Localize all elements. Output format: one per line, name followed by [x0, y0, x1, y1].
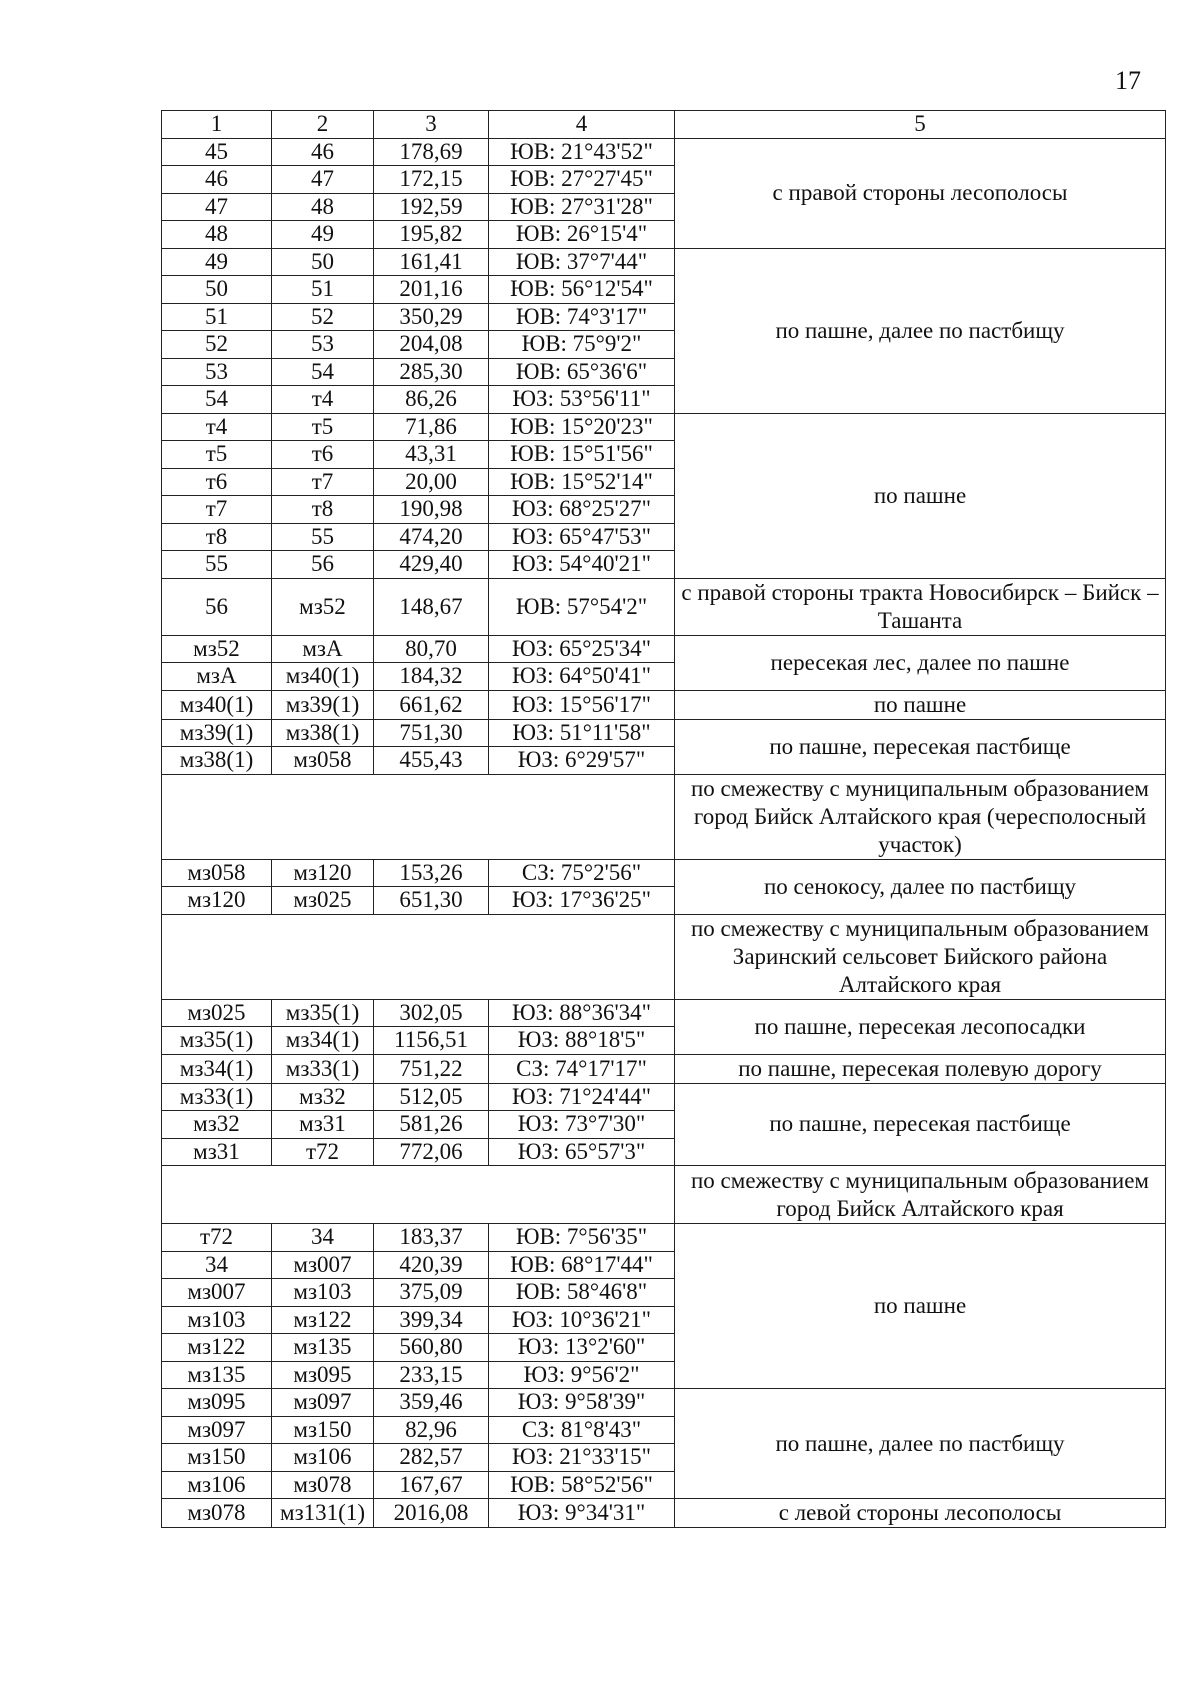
length-cell: 661,62	[374, 690, 489, 719]
from-point-cell: т7	[162, 496, 272, 524]
to-point-cell: мз33(1)	[272, 1054, 374, 1083]
to-point-cell: мз135	[272, 1334, 374, 1362]
from-point-cell: 53	[162, 358, 272, 386]
length-cell: 153,26	[374, 859, 489, 887]
length-cell: 43,31	[374, 441, 489, 469]
length-cell: 86,26	[374, 386, 489, 414]
bearing-cell: ЮЗ: 64°50'41"	[489, 663, 675, 691]
to-point-cell: т6	[272, 441, 374, 469]
from-point-cell: мз122	[162, 1334, 272, 1362]
description-cell: по пашне, далее по пастбищу	[675, 1389, 1166, 1499]
to-point-cell: 53	[272, 331, 374, 359]
table-row	[162, 413, 1166, 441]
to-point-cell: 52	[272, 303, 374, 331]
from-point-cell: мз150	[162, 1444, 272, 1472]
header-cell: 3	[374, 111, 489, 139]
from-point-cell: мз103	[162, 1306, 272, 1334]
table-row	[162, 690, 1166, 719]
description-cell: по пашне	[675, 413, 1166, 578]
bearing-cell: ЮВ: 15°52'14"	[489, 468, 675, 496]
to-point-cell: мз39(1)	[272, 690, 374, 719]
bearing-cell: ЮЗ: 88°18'5"	[489, 1027, 675, 1055]
from-point-cell: мз40(1)	[162, 690, 272, 719]
length-cell: 71,86	[374, 413, 489, 441]
empty-cell	[162, 914, 675, 999]
to-point-cell: мз120	[272, 859, 374, 887]
bearing-cell: СЗ: 81°8'43"	[489, 1416, 675, 1444]
from-point-cell: 45	[162, 138, 272, 166]
from-point-cell: мз52	[162, 635, 272, 663]
page-number: 17	[1115, 66, 1141, 95]
from-point-cell: мз31	[162, 1138, 272, 1166]
bearing-cell: ЮЗ: 17°36'25"	[489, 887, 675, 915]
description-cell: пересекая лес, далее по пашне	[675, 635, 1166, 690]
from-point-cell: т6	[162, 468, 272, 496]
from-point-cell: 49	[162, 248, 272, 276]
header-cell: 5	[675, 111, 1166, 139]
to-point-cell: 54	[272, 358, 374, 386]
bearing-cell: СЗ: 75°2'56"	[489, 859, 675, 887]
to-point-cell: мз34(1)	[272, 1027, 374, 1055]
table-row	[162, 999, 1166, 1027]
description-cell: с правой стороны тракта Новосибирск – Бийск – Ташанта	[675, 578, 1166, 635]
to-point-cell: т7	[272, 468, 374, 496]
from-point-cell: мз106	[162, 1471, 272, 1499]
length-cell: 82,96	[374, 1416, 489, 1444]
to-point-cell: мз38(1)	[272, 719, 374, 747]
bearing-cell: ЮВ: 58°46'8"	[489, 1279, 675, 1307]
description-cell: по смежеству с муниципальным образованием город Бийск Алтайского края (чересполосный участок)	[675, 774, 1166, 859]
bearing-cell: ЮВ: 65°36'6"	[489, 358, 675, 386]
bearing-cell: ЮЗ: 9°58'39"	[489, 1389, 675, 1417]
length-cell: 282,57	[374, 1444, 489, 1472]
from-point-cell: мз025	[162, 999, 272, 1027]
description-cell: по пашне, пересекая пастбище	[675, 719, 1166, 774]
length-cell: 751,22	[374, 1054, 489, 1083]
table-row	[162, 635, 1166, 663]
to-point-cell: т5	[272, 413, 374, 441]
description-cell: по смежеству с муниципальным образованием Заринский сельсовет Бийского района Алтайского края	[675, 914, 1166, 999]
bearing-cell: СЗ: 74°17'17"	[489, 1054, 675, 1083]
length-cell: 178,69	[374, 138, 489, 166]
length-cell: 420,39	[374, 1251, 489, 1279]
header-row	[162, 111, 1166, 139]
from-point-cell: 55	[162, 551, 272, 579]
length-cell: 651,30	[374, 887, 489, 915]
bearing-cell: ЮЗ: 9°56'2"	[489, 1361, 675, 1389]
from-point-cell: 48	[162, 221, 272, 249]
to-point-cell: 56	[272, 551, 374, 579]
from-point-cell: 52	[162, 331, 272, 359]
description-cell: по пашне	[675, 1224, 1166, 1389]
from-point-cell: т72	[162, 1224, 272, 1252]
from-point-cell: мз34(1)	[162, 1054, 272, 1083]
length-cell: 429,40	[374, 551, 489, 579]
to-point-cell: 55	[272, 523, 374, 551]
from-point-cell: мз135	[162, 1361, 272, 1389]
length-cell: 772,06	[374, 1138, 489, 1166]
length-cell: 183,37	[374, 1224, 489, 1252]
bearing-cell: ЮВ: 68°17'44"	[489, 1251, 675, 1279]
bearing-cell: ЮВ: 26°15'4"	[489, 221, 675, 249]
from-point-cell: т5	[162, 441, 272, 469]
to-point-cell: 47	[272, 166, 374, 194]
bearing-cell: ЮВ: 56°12'54"	[489, 276, 675, 304]
to-point-cell: 46	[272, 138, 374, 166]
table-row	[162, 1224, 1166, 1252]
to-point-cell: мз32	[272, 1083, 374, 1111]
boundary-gap-row	[162, 1166, 1166, 1224]
header-cell: 1	[162, 111, 272, 139]
length-cell: 474,20	[374, 523, 489, 551]
from-point-cell: мз33(1)	[162, 1083, 272, 1111]
boundary-table	[161, 110, 1166, 1528]
table-row	[162, 1054, 1166, 1083]
from-point-cell: мз078	[162, 1499, 272, 1528]
to-point-cell: мз35(1)	[272, 999, 374, 1027]
boundary-gap-row	[162, 774, 1166, 859]
length-cell: 751,30	[374, 719, 489, 747]
to-point-cell: мзА	[272, 635, 374, 663]
bearing-cell: ЮВ: 7°56'35"	[489, 1224, 675, 1252]
header-cell: 2	[272, 111, 374, 139]
length-cell: 285,30	[374, 358, 489, 386]
length-cell: 560,80	[374, 1334, 489, 1362]
length-cell: 233,15	[374, 1361, 489, 1389]
description-cell: по пашне	[675, 690, 1166, 719]
from-point-cell: 34	[162, 1251, 272, 1279]
length-cell: 192,59	[374, 193, 489, 221]
table-row	[162, 578, 1166, 635]
bearing-cell: ЮЗ: 9°34'31"	[489, 1499, 675, 1528]
length-cell: 201,16	[374, 276, 489, 304]
to-point-cell: мз078	[272, 1471, 374, 1499]
table-row	[162, 1389, 1166, 1417]
bearing-cell: ЮЗ: 13°2'60"	[489, 1334, 675, 1362]
description-cell: по смежеству с муниципальным образованием город Бийск Алтайского края	[675, 1166, 1166, 1224]
to-point-cell: 34	[272, 1224, 374, 1252]
from-point-cell: мз32	[162, 1111, 272, 1139]
to-point-cell: т72	[272, 1138, 374, 1166]
to-point-cell: мз103	[272, 1279, 374, 1307]
from-point-cell: мз120	[162, 887, 272, 915]
length-cell: 148,67	[374, 578, 489, 635]
empty-cell	[162, 774, 675, 859]
from-point-cell: мз39(1)	[162, 719, 272, 747]
from-point-cell: мз095	[162, 1389, 272, 1417]
to-point-cell: мз40(1)	[272, 663, 374, 691]
to-point-cell: т8	[272, 496, 374, 524]
from-point-cell: мз058	[162, 859, 272, 887]
from-point-cell: т4	[162, 413, 272, 441]
header-cell: 4	[489, 111, 675, 139]
length-cell: 195,82	[374, 221, 489, 249]
bearing-cell: ЮВ: 27°31'28"	[489, 193, 675, 221]
description-cell: с левой стороны лесополосы	[675, 1499, 1166, 1528]
from-point-cell: 50	[162, 276, 272, 304]
bearing-cell: ЮВ: 15°20'23"	[489, 413, 675, 441]
table-row	[162, 1499, 1166, 1528]
from-point-cell: 46	[162, 166, 272, 194]
to-point-cell: мз122	[272, 1306, 374, 1334]
bearing-cell: ЮЗ: 6°29'57"	[489, 747, 675, 775]
length-cell: 359,46	[374, 1389, 489, 1417]
bearing-cell: ЮЗ: 15°56'17"	[489, 690, 675, 719]
description-cell: по пашне, далее по пастбищу	[675, 248, 1166, 413]
length-cell: 167,67	[374, 1471, 489, 1499]
length-cell: 350,29	[374, 303, 489, 331]
from-point-cell: мзА	[162, 663, 272, 691]
to-point-cell: мз106	[272, 1444, 374, 1472]
length-cell: 190,98	[374, 496, 489, 524]
boundary-gap-row	[162, 914, 1166, 999]
bearing-cell: ЮЗ: 65°47'53"	[489, 523, 675, 551]
from-point-cell: 47	[162, 193, 272, 221]
length-cell: 204,08	[374, 331, 489, 359]
table-row	[162, 248, 1166, 276]
to-point-cell: мз025	[272, 887, 374, 915]
bearing-cell: ЮВ: 75°9'2"	[489, 331, 675, 359]
length-cell: 80,70	[374, 635, 489, 663]
from-point-cell: т8	[162, 523, 272, 551]
length-cell: 302,05	[374, 999, 489, 1027]
to-point-cell: мз31	[272, 1111, 374, 1139]
length-cell: 375,09	[374, 1279, 489, 1307]
bearing-cell: ЮЗ: 88°36'34"	[489, 999, 675, 1027]
to-point-cell: 49	[272, 221, 374, 249]
length-cell: 2016,08	[374, 1499, 489, 1528]
bearing-cell: ЮВ: 58°52'56"	[489, 1471, 675, 1499]
to-point-cell: мз097	[272, 1389, 374, 1417]
length-cell: 20,00	[374, 468, 489, 496]
bearing-cell: ЮЗ: 65°57'3"	[489, 1138, 675, 1166]
table-row	[162, 138, 1166, 166]
from-point-cell: 51	[162, 303, 272, 331]
from-point-cell: 54	[162, 386, 272, 414]
length-cell: 455,43	[374, 747, 489, 775]
table-row	[162, 1083, 1166, 1111]
from-point-cell: мз007	[162, 1279, 272, 1307]
length-cell: 581,26	[374, 1111, 489, 1139]
from-point-cell: мз38(1)	[162, 747, 272, 775]
bearing-cell: ЮЗ: 21°33'15"	[489, 1444, 675, 1472]
table-row	[162, 859, 1166, 887]
length-cell: 399,34	[374, 1306, 489, 1334]
to-point-cell: мз007	[272, 1251, 374, 1279]
description-cell: с правой стороны лесополосы	[675, 138, 1166, 248]
to-point-cell: мз150	[272, 1416, 374, 1444]
bearing-cell: ЮЗ: 53°56'11"	[489, 386, 675, 414]
length-cell: 512,05	[374, 1083, 489, 1111]
bearing-cell: ЮЗ: 51°11'58"	[489, 719, 675, 747]
table-row	[162, 719, 1166, 747]
length-cell: 161,41	[374, 248, 489, 276]
bearing-cell: ЮВ: 57°54'2"	[489, 578, 675, 635]
bearing-cell: ЮЗ: 10°36'21"	[489, 1306, 675, 1334]
bearing-cell: ЮЗ: 73°7'30"	[489, 1111, 675, 1139]
description-cell: по пашне, пересекая полевую дорогу	[675, 1054, 1166, 1083]
bearing-cell: ЮЗ: 54°40'21"	[489, 551, 675, 579]
bearing-cell: ЮВ: 15°51'56"	[489, 441, 675, 469]
to-point-cell: 51	[272, 276, 374, 304]
to-point-cell: мз131(1)	[272, 1499, 374, 1528]
empty-cell	[162, 1166, 675, 1224]
length-cell: 172,15	[374, 166, 489, 194]
bearing-cell: ЮВ: 74°3'17"	[489, 303, 675, 331]
description-cell: по сенокосу, далее по пастбищу	[675, 859, 1166, 914]
bearing-cell: ЮЗ: 71°24'44"	[489, 1083, 675, 1111]
description-cell: по пашне, пересекая лесопосадки	[675, 999, 1166, 1054]
to-point-cell: мз52	[272, 578, 374, 635]
from-point-cell: 56	[162, 578, 272, 635]
to-point-cell: мз058	[272, 747, 374, 775]
bearing-cell: ЮЗ: 68°25'27"	[489, 496, 675, 524]
bearing-cell: ЮЗ: 65°25'34"	[489, 635, 675, 663]
to-point-cell: т4	[272, 386, 374, 414]
length-cell: 1156,51	[374, 1027, 489, 1055]
to-point-cell: 50	[272, 248, 374, 276]
bearing-cell: ЮВ: 21°43'52"	[489, 138, 675, 166]
to-point-cell: 48	[272, 193, 374, 221]
from-point-cell: мз097	[162, 1416, 272, 1444]
from-point-cell: мз35(1)	[162, 1027, 272, 1055]
length-cell: 184,32	[374, 663, 489, 691]
description-cell: по пашне, пересекая пастбище	[675, 1083, 1166, 1166]
to-point-cell: мз095	[272, 1361, 374, 1389]
bearing-cell: ЮВ: 27°27'45"	[489, 166, 675, 194]
bearing-cell: ЮВ: 37°7'44"	[489, 248, 675, 276]
